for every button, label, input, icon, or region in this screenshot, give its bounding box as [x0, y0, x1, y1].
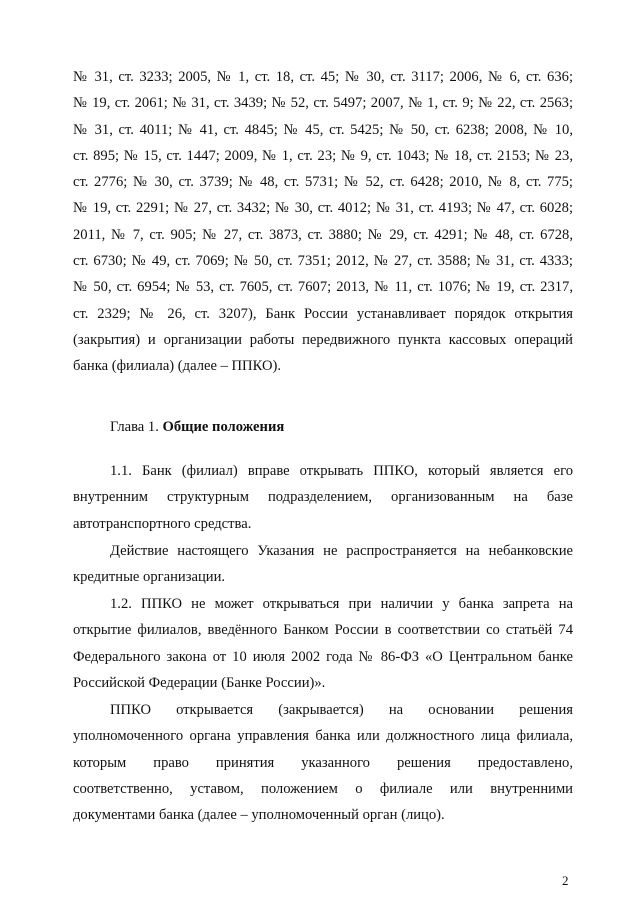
paragraph-line: 1.2. ППКО не может открываться при наличии у банка запрета на — [110, 596, 573, 612]
paragraph-line: документами банка (далее – уполномоченный орган (лицо). — [73, 807, 445, 824]
body-paragraph — [73, 697, 573, 828]
paragraph-line: кредитные организации. — [73, 569, 226, 586]
intro-line: ст. 6730; № 49, ст. 7069; № 50, ст. 7351; 2012, № 27, ст. 3588; № 31, ст. 4333; — [73, 253, 573, 270]
paragraph-line: ППКО открывается (закрывается) на основании решения — [110, 702, 573, 718]
paragraph-line: открытие филиалов, введённого Банком России в соответствии со статьёй 74 — [73, 622, 573, 639]
paragraph-line: соответственно, уставом, положением о филиале или внутренними — [73, 780, 573, 797]
paragraph-line: 1.1. Банк (филиал) вправе открывать ППКО, который является его — [110, 463, 573, 479]
intro-line: № 31, ст. 3233; 2005, № 1, ст. 18, ст. 45; № 30, ст. 3117; 2006, № 6, ст. 636; — [73, 69, 573, 85]
chapter-prefix: Глава 1. — [110, 419, 163, 435]
intro-line: ст. 895; № 15, ст. 1447; 2009, № 1, ст. 23; № 9, ст. 1043; № 18, ст. 2153; № 23, — [73, 147, 573, 164]
intro-line: № 31, ст. 4011; № 41, ст. 4845; № 45, ст. 5425; № 50, ст. 6238; 2008, № 10, — [73, 121, 573, 138]
body-paragraph — [73, 538, 573, 591]
intro-paragraph — [73, 64, 573, 380]
intro-line: № 19, ст. 2061; № 31, ст. 3439; № 52, ст. 5497; 2007, № 1, ст. 9; № 22, ст. 2563; — [73, 95, 573, 112]
intro-line: (закрытия) и организации работы передвижного пункта кассовых операций — [73, 331, 573, 348]
paragraph-line: Действие настоящего Указания не распространяется на небанковские — [110, 543, 573, 559]
paragraph-line: автотранспортного средства. — [73, 515, 252, 532]
intro-line: банка (филиала) (далее – ППКО). — [73, 358, 282, 375]
chapter-heading — [110, 416, 284, 438]
paragraph-line: уполномоченного органа управления банка или должностного лица филиала, — [73, 728, 573, 745]
chapter-title: Общие положения — [162, 419, 285, 435]
page-number: 2 — [562, 873, 569, 888]
intro-line: ст. 2329; № 26, ст. 3207), Банк России устанавливает порядок открытия — [73, 305, 573, 322]
intro-line: ст. 2776; № 30, ст. 3739; № 48, ст. 5731; № 52, ст. 6428; 2010, № 8, ст. 775; — [73, 174, 573, 191]
body-paragraph — [73, 458, 573, 537]
intro-line: № 50, ст. 6954; № 53, ст. 7605, ст. 7607; 2013, № 11, ст. 1076; № 19, ст. 2317, — [73, 279, 573, 296]
paragraph-line: Федерального закона от 10 июля 2002 года № 86-ФЗ «О Центральном банке — [73, 648, 573, 665]
paragraph-line: внутренним структурным подразделением, организованным на базе — [73, 489, 573, 506]
intro-line: 2011, № 7, ст. 905; № 27, ст. 3873, ст. 3880; № 29, ст. 4291; № 48, ст. 6728, — [73, 226, 573, 243]
paragraph-line: Российской Федерации (Банке России)». — [73, 674, 326, 691]
body-paragraph — [73, 591, 573, 696]
intro-line: № 19, ст. 2291; № 27, ст. 3432; № 30, ст. 4012; № 31, ст. 4193; № 47, ст. 6028; — [73, 200, 573, 217]
paragraph-line: которым право принятия указанного решения предоставлено, — [73, 754, 573, 771]
